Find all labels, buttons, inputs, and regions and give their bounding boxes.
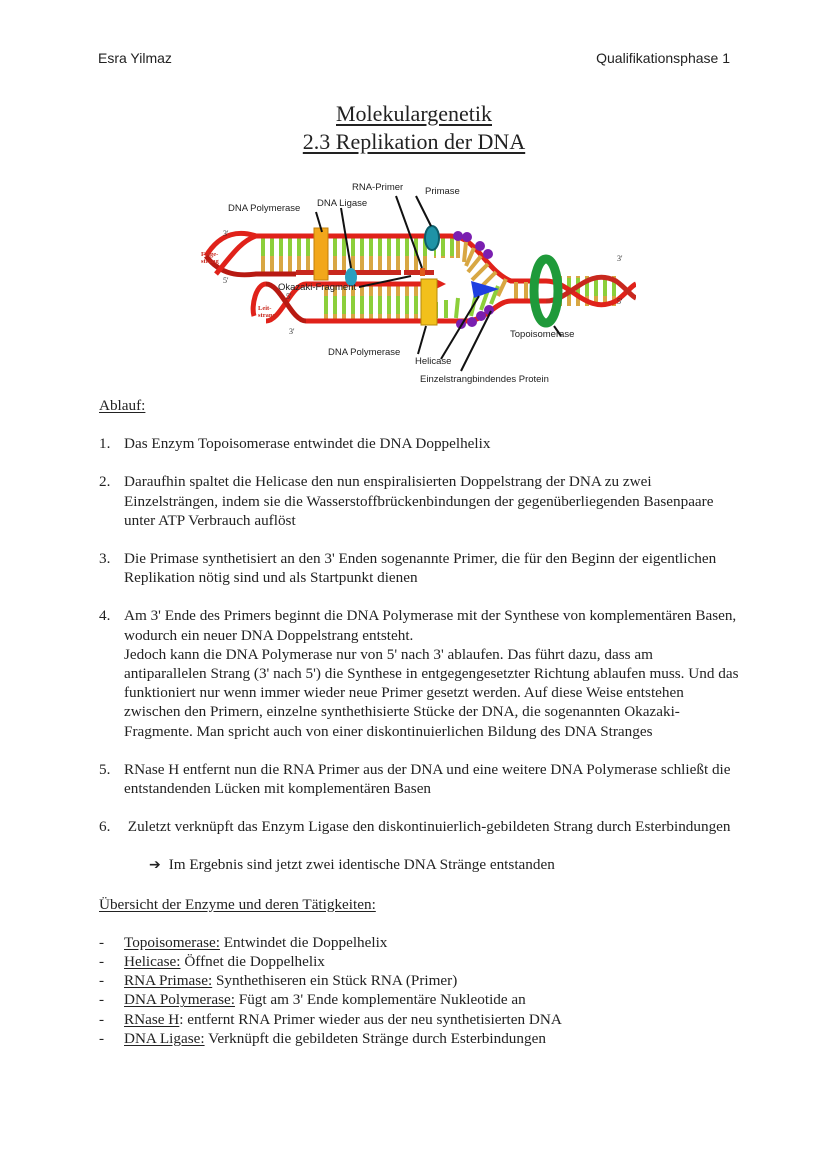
label-ssb: Einzelstrangbindendes Protein — [420, 374, 549, 385]
enzyme-helicase: - Helicase: Öffnet die Doppelhelix — [99, 953, 325, 971]
title-subject: Molekulargenetik — [336, 101, 492, 126]
step-4: 4. Am 3' Ende des Primers beginnt die DNA Polymerase mit der Synthese von komplementären Basen, wodurch ein neuer DNA Doppelstrang entsteht. Jedoch kann die DNA Polymerase nur von 5' nach 3' ablaufen. Das führt dazu, dass am antiparallelen Strang (3' nach 5') die Synthese in entgegengesetzter Richtung ablaufen muss. Und das funktioniert nur wenn immer wieder neue Primer gesetzt werden. Auf diese Weise entstehen zwischen den Primern, einzelne synthethisierte Stücke der DNA, die sogenannten Okazaki-Fragmente. Man spricht auch von einer diskontinuierlichen Bildung des DNA Stranges — [99, 607, 739, 740]
enzyme-dna-polymerase: - DNA Polymerase: Fügt am 3' Ende komplementäre Nukleotide an — [99, 991, 526, 1009]
svg-text:3': 3' — [289, 327, 295, 336]
replication-steps — [99, 434, 739, 836]
enzyme-rnase-h: - RNase H: entfernt RNA Primer wieder aus der neu synthetisierten DNA — [99, 1010, 562, 1028]
primase — [425, 226, 439, 250]
step-2: 2. Daraufhin spaltet die Helicase den nun enspiralisierten Doppelstrang der DNA zu zwei Einzelsträngen, indem sie die Wasserstoffbrückenbindungen der gegenüberliegenden Basenpaare unter ATP Verbrauch auflöst — [99, 473, 714, 529]
title-chapter: 2.3 Replikation der DNA — [302, 129, 526, 154]
course-phase: Qualifikationsphase 1 — [596, 50, 730, 66]
svg-text:3': 3' — [617, 254, 623, 263]
svg-text:5': 5' — [286, 292, 292, 301]
step-1: 1. Das Enzym Topoisomerase entwindet die DNA Doppelhelix — [99, 435, 491, 453]
document-body — [99, 396, 739, 1048]
label-helicase: Helicase — [415, 356, 452, 367]
label-okazaki: Okazaki-Fragment — [278, 282, 357, 293]
overview-heading: Übersicht der Enzyme und deren Tätigkeiten: — [99, 895, 376, 913]
svg-text:5': 5' — [617, 297, 623, 306]
step-5: 5. RNase H entfernt nun die RNA Primer aus der DNA und eine weitere DNA Polymerase schließt die entstandenden Lücken mit komplementären Basen — [99, 760, 731, 798]
label-dna-polymerase-bottom: DNA Polymerase — [328, 347, 401, 358]
svg-text:5': 5' — [223, 276, 229, 285]
enzyme-rna-primase: - RNA Primase: Synthethiseren ein Stück RNA (Primer) — [99, 972, 458, 990]
page-title — [0, 100, 828, 156]
dna-polymerase-top — [314, 228, 328, 280]
dna-replication-diagram — [196, 176, 636, 391]
label-dna-polymerase-top: DNA Polymerase — [228, 203, 301, 214]
author-name: Esra Yilmaz — [98, 50, 172, 66]
svg-text:strang: strang — [201, 258, 219, 265]
topoisomerase — [534, 259, 558, 323]
enzyme-dna-ligase: - DNA Ligase: Verknüpft die gebildeten Stränge durch Esterbindungen — [99, 1029, 546, 1047]
label-rna-primer: RNA-Primer — [352, 182, 404, 193]
label-dna-ligase: DNA Ligase — [317, 198, 368, 209]
label-leitstrang: Leit- — [258, 305, 272, 312]
label-topoisomerase: Topoisomerase — [510, 329, 575, 340]
result-statement: ➔ Im Ergebnis sind jetzt zwei identische DNA Stränge entstanden — [149, 856, 555, 874]
label-primase: Primase — [425, 186, 460, 197]
dna-polymerase-bottom — [421, 279, 437, 325]
ablauf-heading: Ablauf: — [99, 397, 146, 414]
label-folgestrang: Folge- — [201, 251, 219, 258]
enzyme-overview-list — [99, 933, 739, 1048]
enzyme-topoisomerase: - Topoisomerase: Entwindet die Doppelhelix — [99, 933, 388, 951]
svg-text:strang: strang — [258, 312, 276, 319]
step-6: 6. Zuletzt verknüpft das Enzym Ligase den diskontinuierlich-gebildeten Strang durch Esterbindungen — [99, 818, 731, 836]
svg-text:3': 3' — [223, 229, 229, 238]
arrow-right-icon: ➔ — [149, 857, 161, 874]
step-3: 3. Die Primase synthetisiert an den 3' Enden sogenannte Primer, die für den Beginn der eigentlichen Replikation nötig sind und als Startpunkt dienen — [99, 550, 717, 587]
page-header — [98, 50, 730, 70]
